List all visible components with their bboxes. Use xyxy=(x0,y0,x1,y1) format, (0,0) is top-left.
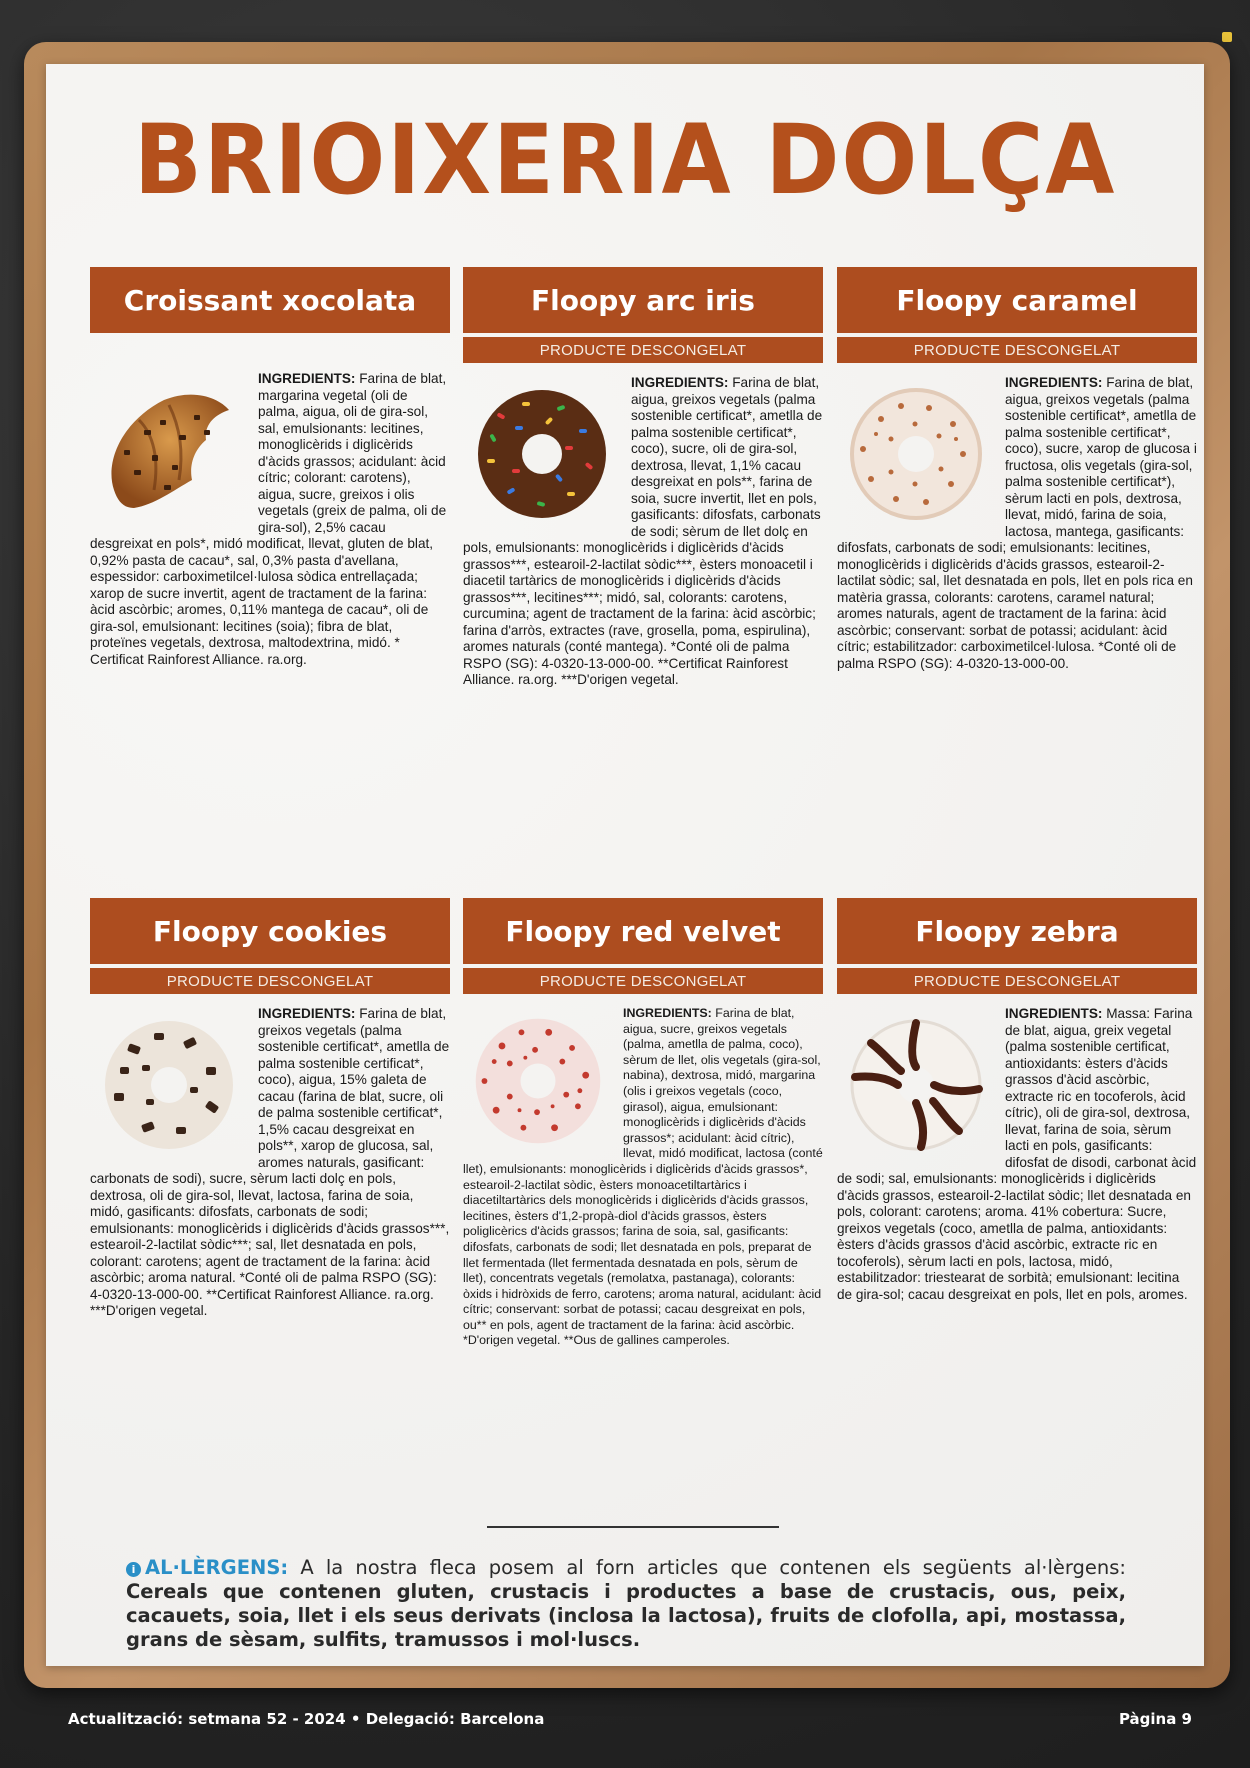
product-name: Floopy zebra xyxy=(837,898,1197,964)
ingredients-text: Farina de blat, aigua, sucre, greixos vegetals (palma, ametlla de palma, coco), sèrum de llet, olis vegetals (gira-sol, nabina), dextrosa, midó, margarina (olis i greixos vegetals (coco, girasol), aigua, emulsionant: monoglicèrids i diglicèrids d'àcids grassos*; acidulant: àcid cítric), llevat, midó modificat, lactosa (conté llet), emulsionants: monoglicèrids i diglicèrids d'àcids grassos*, estearoil-2-lactilat sòdic, èsters monoacetiltartàrics i diacetiltartàrics dels monoglicèrids i diglicèrids d'àcids grassos, lecitines, èsters d'1,2-propà-diol d'àcids grassos, èsters poliglicèrics d'àcids grassos; farina de soia, sal, gasificants: difosfats, carbonats de sodi; llet desnatada en pols, preparat de llet fermentada (llet fermentada desnatada en pols, sèrum de llet), concentrats vegetals (remolatxa, pastanaga), colorants: òxids i hidròxids de ferro, carotens; aroma natural, acidulant: àcid cítric; conservant: sorbat de potassi; cacau desgreixat en pols, ou** en pols, agent de tractament de la farina: àcid ascòrbic. *D'origen vegetal. **Ous de gallines camperoles. xyxy=(463,1006,823,1348)
product-status-badge: PRODUCTE DESCONGELAT xyxy=(90,968,450,994)
zebra-donut-icon xyxy=(837,1006,995,1164)
product-body xyxy=(837,1006,1197,1303)
product-card-red-velvet xyxy=(463,898,823,1349)
corner-marker xyxy=(1222,32,1232,42)
product-status-badge: PRODUCTE DESCONGELAT xyxy=(463,968,823,994)
ingredients-text: Farina de blat, aigua, greixos vegetals (palma sostenible certificat*, ametlla de palma sostenible certificat*, coco), sucre, oli de gira-sol, dextrosa, llevat, 1,1% cacau desgreixat en pols**, farina de soia, sucre invertit, llet en pols, gasificants: difosfats, carbonats de sodi; sèrum de llet dolç en pols, emulsionants: monoglicèrids i diglicèrids d'àcids grassos***, estearoil-2-lactilat sòdic***, èsters monoacetil i diacetil tartàrics de monoglicèrids i diglicèrids d'àcids grassos***, lecitines***; midó, sal, colorants: carotens, curcumina; agent de tractament de la farina: àcid ascòrbic; farina d'arròs, extractes (rave, grosella, poma, espirulina), aromes naturals (conté mantega). *Conté oli de palma RSPO (SG): 4-0320-13-000-00. **Certificat Rainforest Alliance. ra.org. ***D'origen vegetal. xyxy=(463,375,823,687)
section-divider xyxy=(487,1526,779,1528)
product-status-badge: PRODUCTE DESCONGELAT xyxy=(837,337,1197,363)
product-name: Floopy arc iris xyxy=(463,267,823,333)
product-body xyxy=(837,375,1197,672)
croissant-icon xyxy=(90,371,248,529)
red-velvet-donut-icon xyxy=(463,1006,613,1156)
product-status-badge: PRODUCTE DESCONGELAT xyxy=(463,337,823,363)
ingredients-text: Massa: Farina de blat, aigua, greix vegetal (palma sostenible certificat, antioxidants: èsters d'àcids grassos d'àcid ascòrbic, extracte ric en tocoferols, àcid cítric), oli de gira-sol, dextrosa, llevat, farina de soia, sèrum lacti en pols, gasificants: difosfat de disodi, carbonat àcid de sodi; sal, emulsionants: monoglicèrids i diglicèrids d'àcids grassos, estearoil-2-lactilat sòdic; llet desnatada en pols, colorant: carotens; aroma. 41% cobertura: Sucre, greixos vegetals (coco, ametlla de palma, antioxidants: èsters d'àcids grassos d'àcid ascòrbic, extracte ric en tocoferols), sèrum lacti en pols, lactosa, midó, estabilitzador: triestearat de sorbità; emulsionant: lecitina de gira-sol; cacau desgreixat en pols, llet en pols, aromes. xyxy=(837,1006,1197,1302)
product-card-caramel xyxy=(837,267,1197,672)
product-card-cookies xyxy=(90,898,450,1320)
allergens-intro: A la nostra fleca posem al forn articles que contenen els següents al·lèrgens: xyxy=(300,1556,1127,1579)
product-body xyxy=(463,375,823,689)
ingredients-label: INGREDIENTS: xyxy=(1005,375,1103,390)
ingredients-label: INGREDIENTS: xyxy=(631,375,729,390)
info-icon: i xyxy=(126,1562,141,1577)
product-name: Croissant xocolata xyxy=(90,267,450,333)
product-body xyxy=(463,1006,823,1349)
ingredients-text: Farina de blat, aigua, greixos vegetals (palma sostenible certificat*, ametlla de palma sostenible certificat*, coco), sucre, xarop de glucosa i fructosa, olis vegetals (gira-sol, palma sostenible certificat*), sèrum lacti en pols, dextrosa, llevat, midó, farina de soia, lactosa, mantega, gasificants: difosfats, carbonats de sodi; emulsionants: lecitines, monoglicèrids i diglicèrids d'àcids grassos, estearoil-2-lactilat sòdic; sal, llet desnatada en pols, llet en pols rica en matèria grassa, colorants: carotens, caramel natural; aromes naturals, agent de tractament de la farina: àcid ascòrbic; conservant: sorbat de potassi; acidulant: àcid cítric; estabilitzador: carboximetilcel·lulosa. *Conté oli de palma RSPO (SG): 4-0320-13-000-00. xyxy=(837,375,1197,671)
product-name: Floopy red velvet xyxy=(463,898,823,964)
product-status-badge: PRODUCTE DESCONGELAT xyxy=(837,968,1197,994)
cookies-donut-icon xyxy=(90,1006,248,1164)
product-card-croissant xyxy=(90,267,450,668)
allergens-heading: AL·LÈRGENS: xyxy=(145,1556,289,1579)
product-card-arc-iris xyxy=(463,267,823,689)
ingredients-text: Farina de blat, greixos vegetals (palma sostenible certificat*, ametlla de palma sostenible certificat*, coco), aigua, 15% galeta de cacau (farina de blat, sucre, oli de palma sostenible certificat*, 1,5% cacau desgreixat en pols**, xarop de glucosa, sal, aromes naturals, gasificant: carbonats de sodi), sucre, sèrum lacti dolç en pols, dextrosa, oli de gira-sol, llevat, lactosa, farina de soia, midó, gasificants: difosfats, carbonats de sodi; emulsionants: monoglicèrids i diglicèrids d'àcids grassos***, estearoil-2-lactilat sòdic***; sal, llet desnatada en pols, colorant: carotens; agent de tractament de la farina: àcid ascòrbic; aroma natural. *Conté oli de palma RSPO (SG): 4-0320-13-000-00. **Certificat Rainforest Alliance. ra.org. ***D'origen vegetal. xyxy=(90,1006,450,1318)
caramel-donut-icon xyxy=(837,375,995,533)
ingredients-label: INGREDIENTS: xyxy=(1005,1006,1103,1021)
product-body xyxy=(90,1006,450,1320)
product-body xyxy=(90,371,450,668)
allergens-list: Cereals que contenen gluten, crustacis i productes a base de crustacis, ous, peix, cacauets, soia, llet i els seus derivats (inclosa la lactosa), fruits de clofolla, api, mostassa, grans de sèsam, sulfits, tramussos i mol·luscs. xyxy=(126,1580,1126,1651)
product-name: Floopy cookies xyxy=(90,898,450,964)
ingredients-label: INGREDIENTS: xyxy=(623,1006,712,1020)
product-card-zebra xyxy=(837,898,1197,1303)
ingredients-label: INGREDIENTS: xyxy=(258,1006,356,1021)
footer-update-info: Actualització: setmana 52 - 2024 • Delegació: Barcelona xyxy=(68,1710,545,1728)
rainbow-donut-icon xyxy=(463,375,621,533)
ingredients-text: Farina de blat, margarina vegetal (oli de palma, aigua, oli de gira-sol, sal, emulsionants: lecitines, monoglicèrids i diglicèrids d'àcids grassos; acidulant: àcid cítric; colorant: carotens), aigua, sucre, greixos i olis vegetals (greix de palma, oli de gira-sol), 2,5% cacau desgreixat en pols*, midó modificat, llevat, gluten de blat, 0,92% pasta de cacau*, sal, 0,3% pasta d'avellana, espessidor: carboximetilcel·lulosa sòdica entrellaçada; xarop de sucre invertit, agent de tractament de la farina: àcid ascòrbic; aromes, 0,11% mantega de cacau*, oli de gira-sol, emulsionant: lecitines (soia); fibra de blat, proteïnes vegetals, dextrosa, maltodextrina, midó. * Certificat Rainforest Alliance. ra.org. xyxy=(90,371,447,667)
allergens-notice xyxy=(126,1556,1126,1652)
page-title: BRIOIXERIA DOLÇA xyxy=(133,104,1117,216)
ingredients-label: INGREDIENTS: xyxy=(258,371,356,386)
product-name: Floopy caramel xyxy=(837,267,1197,333)
page-number: Pàgina 9 xyxy=(1118,1710,1192,1728)
